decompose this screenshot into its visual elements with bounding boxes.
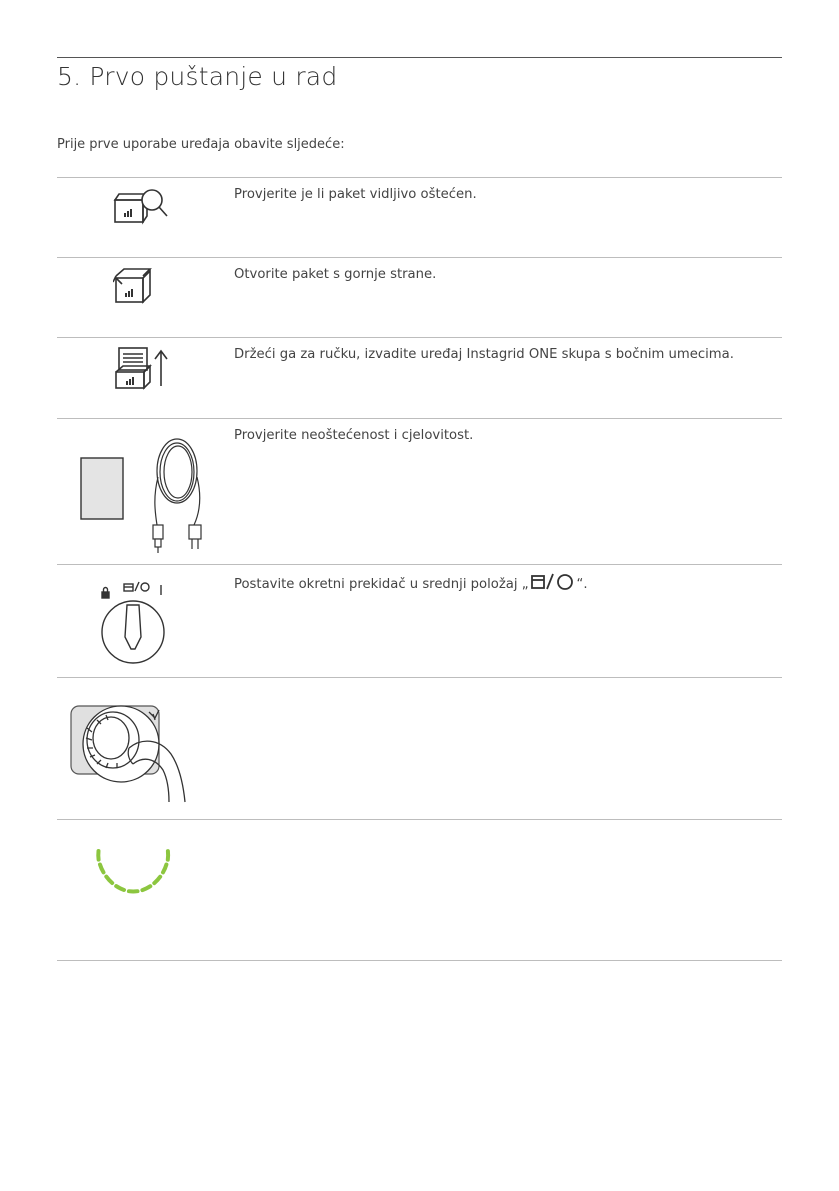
step-icon-cell	[57, 678, 217, 819]
step-text: Otvorite paket s gornje strane.	[234, 267, 437, 282]
package-open-icon	[113, 266, 159, 306]
plug-insert-icon	[69, 698, 191, 806]
step-row	[57, 677, 782, 819]
step-icon-cell	[57, 565, 217, 677]
step-row	[57, 177, 782, 257]
charge-indicator-icon	[91, 840, 177, 902]
rotary-switch-icon	[97, 575, 179, 671]
device-lift-icon	[113, 346, 175, 390]
step-text: Provjerite neoštećenost i cjelovitost.	[234, 428, 474, 443]
intro-text: Prije prve uporabe uređaja obavite sljedeće:	[57, 137, 345, 152]
step-row	[57, 564, 782, 677]
step-row	[57, 418, 782, 564]
standby-off-symbol-icon	[530, 573, 576, 591]
step-row	[57, 337, 782, 418]
step-row	[57, 819, 782, 961]
package-inspect-icon	[110, 186, 170, 236]
step-text-before: Postavite okretni prekidač u srednji položaj „	[234, 577, 529, 592]
step-icon-cell	[57, 258, 217, 337]
step-icon-cell	[57, 419, 217, 564]
top-rule	[57, 57, 782, 58]
step-text	[234, 573, 782, 594]
step-icon-cell	[57, 338, 217, 418]
step-text: Provjerite je li paket vidljivo oštećen.	[234, 187, 477, 202]
step-text: Držeći ga za ručku, izvadite uređaj Instagrid ONE skupa s bočnim umecima.	[234, 347, 734, 362]
step-text-after: “.	[576, 577, 588, 592]
power-cable-icon	[147, 437, 215, 555]
step-icon-cell	[57, 178, 217, 257]
steps-table	[57, 177, 782, 961]
step-row	[57, 257, 782, 337]
page-title: 5. Prvo puštanje u rad	[57, 62, 338, 91]
step-icon-cell	[57, 820, 217, 960]
manual-icon	[79, 456, 127, 522]
